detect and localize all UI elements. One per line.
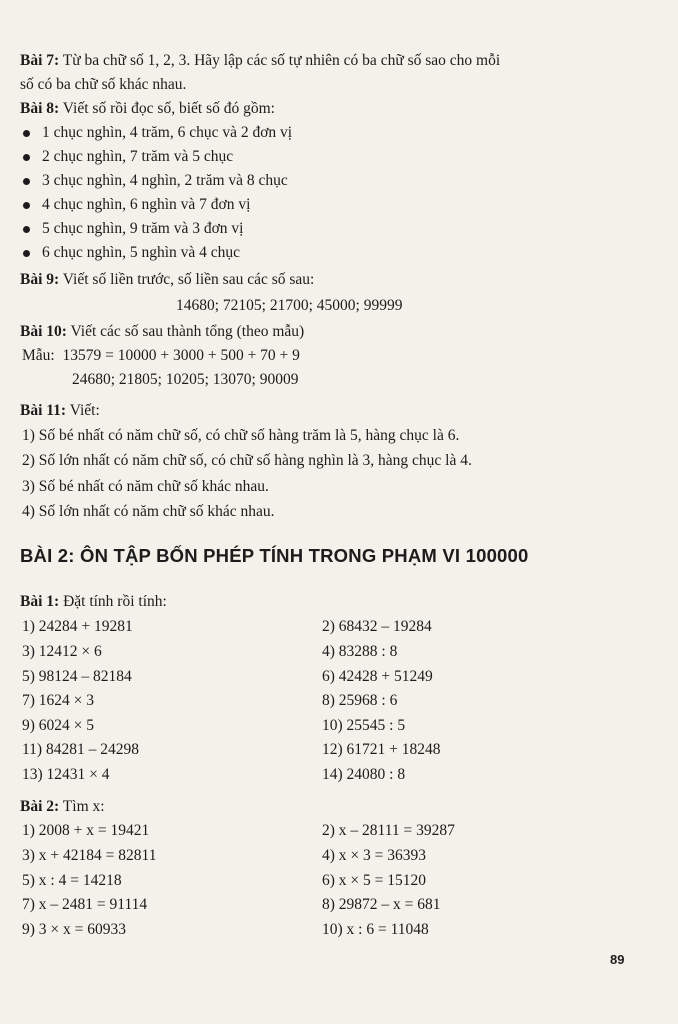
exercise-7-line-2: số có ba chữ số khác nhau.	[20, 76, 187, 93]
s2-exercise-1-header	[20, 593, 167, 611]
exercise-8-label: Bài 8:	[20, 100, 60, 117]
s2-exercise-2-header	[20, 798, 105, 816]
exercise-9-label: Bài 9:	[20, 271, 60, 288]
calc-item: 13) 12431 × 4	[22, 766, 110, 783]
equation-item: 8) 29872 – x = 681	[322, 896, 441, 913]
calc-item: 12) 61721 + 18248	[322, 741, 441, 758]
calc-item: 9) 6024 × 5	[22, 717, 95, 734]
equation-item: 2) x – 28111 = 39287	[322, 822, 455, 839]
calc-item: 8) 25968 : 6	[322, 692, 398, 709]
calc-item: 14) 24080 : 8	[322, 766, 406, 783]
section-heading: BÀI 2: ÔN TẬP BỐN PHÉP TÍNH TRONG PHẠM VI 100000	[20, 545, 529, 566]
exercise-8-item: 1 chục nghìn, 4 trăm, 6 chục và 2 đơn vị	[42, 124, 293, 141]
bullet-icon	[23, 154, 30, 161]
s2-exercise-1-label: Bài 1:	[20, 593, 60, 610]
calc-item: 1) 24284 + 19281	[22, 618, 133, 635]
exercise-9-header	[20, 271, 314, 289]
exercise-7-label: Bài 7:	[20, 52, 60, 69]
exercise-10-numbers: 24680; 21805; 10205; 13070; 90009	[72, 371, 299, 388]
exercise-11-item: 2) Số lớn nhất có năm chữ số, có chữ số hàng nghìn là 3, hàng chục là 4.	[22, 452, 472, 469]
exercise-11-item: 3) Số bé nhất có năm chữ số khác nhau.	[22, 478, 269, 495]
s2-exercise-2-label: Bài 2:	[20, 798, 60, 815]
exercise-8-item: 3 chục nghìn, 4 nghìn, 2 trăm và 8 chục	[42, 172, 288, 189]
equation-item: 3) x + 42184 = 82811	[22, 847, 157, 864]
exercise-8-item: 4 chục nghìn, 6 nghìn và 7 đơn vị	[42, 196, 251, 213]
exercise-8-item: 5 chục nghìn, 9 trăm và 3 đơn vị	[42, 220, 244, 237]
exercise-10-header	[20, 323, 304, 341]
exercise-9-text: Viết số liền trước, số liền sau các số sau:	[62, 271, 315, 288]
s2-exercise-1-text: Đặt tính rồi tính:	[63, 593, 167, 610]
exercise-8-item: 2 chục nghìn, 7 trăm và 5 chục	[42, 148, 234, 165]
exercise-10-text: Viết các số sau thành tổng (theo mẫu)	[70, 323, 305, 340]
calc-item: 7) 1624 × 3	[22, 692, 95, 709]
exercise-7-text: Từ ba chữ số 1, 2, 3. Hãy lập các số tự nhiên có ba chữ số sao cho mỗi	[62, 52, 501, 69]
exercise-7-line-1	[20, 52, 500, 70]
exercise-8-text: Viết số rồi đọc số, biết số đó gồm:	[62, 100, 275, 117]
exercise-9-numbers: 14680; 72105; 21700; 45000; 99999	[176, 297, 403, 314]
bullet-icon	[23, 130, 30, 137]
exercise-8-header	[20, 100, 275, 118]
equation-item: 5) x : 4 = 14218	[22, 872, 122, 889]
equation-item: 9) 3 × x = 60933	[22, 921, 127, 938]
exercise-11-item: 4) Số lớn nhất có năm chữ số khác nhau.	[22, 503, 275, 520]
equation-item: 6) x × 5 = 15120	[322, 872, 427, 889]
exercise-10-example: Mẫu: 13579 = 10000 + 3000 + 500 + 70 + 9	[22, 347, 300, 364]
calc-item: 11) 84281 – 24298	[22, 741, 139, 758]
equation-item: 7) x – 2481 = 91114	[22, 896, 148, 913]
bullet-icon	[23, 226, 30, 233]
exercise-11-label: Bài 11:	[20, 402, 67, 419]
bullet-icon	[23, 178, 30, 185]
calc-item: 10) 25545 : 5	[322, 717, 406, 734]
equation-item: 1) 2008 + x = 19421	[22, 822, 150, 839]
s2-exercise-2-text: Tìm x:	[62, 798, 105, 815]
exercise-11-header	[20, 402, 100, 420]
calc-item: 3) 12412 × 6	[22, 643, 102, 660]
bullet-icon	[23, 250, 30, 257]
exercise-11-text: Viết:	[69, 402, 100, 419]
exercise-8-item: 6 chục nghìn, 5 nghìn và 4 chục	[42, 244, 241, 261]
exercise-11-item: 1) Số bé nhất có năm chữ số, có chữ số hàng trăm là 5, hàng chục là 6.	[22, 427, 460, 444]
calc-item: 6) 42428 + 51249	[322, 668, 433, 685]
page-number: 89	[610, 952, 625, 967]
equation-item: 10) x : 6 = 11048	[322, 921, 429, 938]
calc-item: 4) 83288 : 8	[322, 643, 398, 660]
calc-item: 2) 68432 – 19284	[322, 618, 432, 635]
calc-item: 5) 98124 – 82184	[22, 668, 132, 685]
exercise-10-label: Bài 10:	[20, 323, 67, 340]
equation-item: 4) x × 3 = 36393	[322, 847, 427, 864]
bullet-icon	[23, 202, 30, 209]
